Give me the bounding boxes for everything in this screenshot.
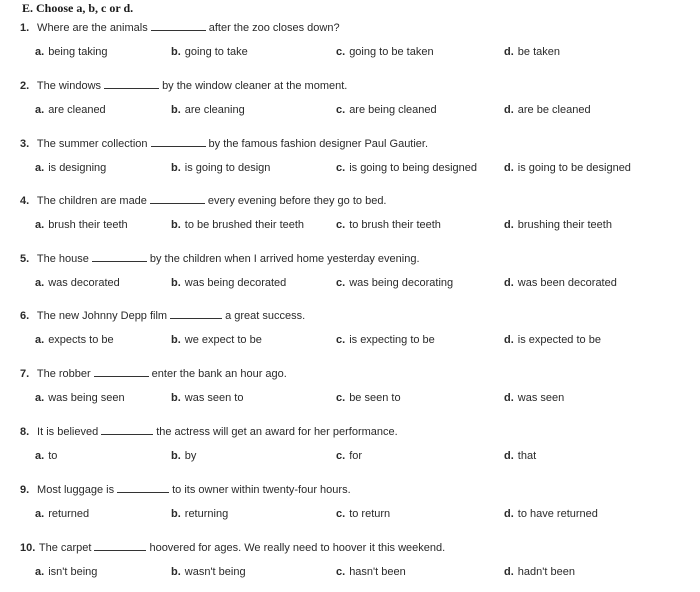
- option-text: is expecting to be: [349, 334, 435, 346]
- option-letter: b.: [171, 277, 181, 289]
- question-stem: [20, 366, 287, 380]
- question-4: [0, 193, 700, 245]
- option-letter: c.: [336, 219, 346, 231]
- option-a[interactable]: [35, 104, 106, 116]
- option-text: wasn't being: [184, 566, 246, 578]
- option-text: is going to be designed: [517, 162, 631, 174]
- answer-blank[interactable]: [101, 424, 153, 435]
- answer-blank[interactable]: [150, 193, 205, 204]
- option-a[interactable]: [35, 566, 97, 578]
- stem-text-after: by the famous fashion designer Paul Gautier.: [208, 138, 429, 150]
- option-letter: b.: [171, 566, 181, 578]
- option-letter: d.: [504, 162, 514, 174]
- question-stem: [20, 308, 305, 322]
- option-letter: c.: [336, 392, 346, 404]
- option-text: we expect to be: [184, 334, 262, 346]
- answer-blank[interactable]: [104, 78, 159, 89]
- option-text: going to take: [184, 46, 248, 58]
- option-letter: d.: [504, 277, 514, 289]
- question-stem: [20, 193, 387, 207]
- option-text: is going to being designed: [349, 162, 478, 174]
- answer-blank[interactable]: [92, 251, 147, 262]
- question-number: 3.: [20, 138, 30, 150]
- option-c[interactable]: [336, 450, 362, 462]
- option-a[interactable]: [35, 219, 128, 231]
- option-text: hasn't been: [349, 566, 406, 578]
- option-a[interactable]: [35, 508, 89, 520]
- option-text: by: [184, 450, 197, 462]
- option-letter: b.: [171, 104, 181, 116]
- question-number: 5.: [20, 253, 30, 265]
- option-letter: d.: [504, 450, 514, 462]
- option-c[interactable]: [336, 162, 477, 174]
- option-letter: a.: [35, 162, 45, 174]
- option-letter: c.: [336, 162, 346, 174]
- question-5: [0, 251, 700, 303]
- option-letter: a.: [35, 104, 45, 116]
- answer-blank[interactable]: [151, 20, 206, 31]
- option-letter: b.: [171, 392, 181, 404]
- option-text: was being seen: [48, 392, 125, 404]
- option-text: expects to be: [48, 334, 114, 346]
- option-letter: c.: [336, 334, 346, 346]
- option-letter: b.: [171, 450, 181, 462]
- option-text: was been decorated: [517, 277, 617, 289]
- stem-text-after: hoovered for ages. We really need to hoover it this weekend.: [149, 542, 446, 554]
- option-letter: b.: [171, 334, 181, 346]
- option-d[interactable]: [504, 392, 564, 404]
- option-letter: d.: [504, 508, 514, 520]
- stem-text-before: The new Johnny Depp film: [34, 310, 168, 322]
- stem-text-after: the actress will get an award for her performance.: [156, 426, 398, 438]
- option-text: are cleaned: [48, 104, 106, 116]
- option-a[interactable]: [35, 392, 125, 404]
- option-a[interactable]: [35, 46, 108, 58]
- option-letter: d.: [504, 104, 514, 116]
- option-d[interactable]: [504, 277, 617, 289]
- option-d[interactable]: [504, 162, 631, 174]
- option-text: was being decorated: [184, 277, 287, 289]
- option-text: to return: [349, 508, 391, 520]
- question-2: [0, 78, 700, 130]
- option-c[interactable]: [336, 277, 453, 289]
- option-letter: c.: [336, 450, 346, 462]
- option-b[interactable]: [171, 104, 245, 116]
- option-b[interactable]: [171, 392, 243, 404]
- question-3: [0, 136, 700, 188]
- option-text: returned: [48, 508, 90, 520]
- option-d[interactable]: [504, 104, 591, 116]
- option-d[interactable]: [504, 566, 575, 578]
- stem-text-before: The robber: [34, 368, 91, 380]
- option-text: that: [517, 450, 537, 462]
- stem-text-before: Most luggage is: [34, 484, 115, 496]
- question-6: [0, 308, 700, 360]
- option-text: brush their teeth: [48, 219, 128, 231]
- question-7: [0, 366, 700, 418]
- question-number: 6.: [20, 310, 30, 322]
- option-letter: a.: [35, 508, 45, 520]
- option-b[interactable]: [171, 219, 304, 231]
- option-letter: c.: [336, 277, 346, 289]
- option-text: was decorated: [48, 277, 120, 289]
- stem-text-after: by the window cleaner at the moment.: [162, 80, 348, 92]
- option-text: are cleaning: [184, 104, 245, 116]
- option-d[interactable]: [504, 508, 598, 520]
- option-text: was seen: [517, 392, 565, 404]
- option-letter: a.: [35, 46, 45, 58]
- option-a[interactable]: [35, 334, 114, 346]
- stem-text-before: The house: [34, 253, 89, 265]
- option-text: is expected to be: [517, 334, 601, 346]
- option-letter: c.: [336, 46, 346, 58]
- option-text: isn't being: [48, 566, 98, 578]
- option-d[interactable]: [504, 334, 601, 346]
- option-letter: d.: [504, 219, 514, 231]
- stem-text-before: The windows: [34, 80, 102, 92]
- option-letter: d.: [504, 566, 514, 578]
- option-letter: b.: [171, 219, 181, 231]
- option-c[interactable]: [336, 566, 406, 578]
- option-a[interactable]: [35, 277, 120, 289]
- option-c[interactable]: [336, 46, 434, 58]
- question-number: 1.: [20, 22, 30, 34]
- option-c[interactable]: [336, 508, 390, 520]
- answer-blank[interactable]: [94, 540, 146, 551]
- option-b[interactable]: [171, 46, 248, 58]
- option-letter: a.: [35, 277, 45, 289]
- option-a[interactable]: [35, 162, 106, 174]
- question-stem: [20, 251, 420, 265]
- option-d[interactable]: [504, 46, 560, 58]
- option-letter: c.: [336, 104, 346, 116]
- question-stem: [20, 136, 428, 150]
- option-letter: d.: [504, 392, 514, 404]
- option-b[interactable]: [171, 162, 270, 174]
- option-text: are be cleaned: [517, 104, 591, 116]
- option-letter: a.: [35, 219, 45, 231]
- option-letter: a.: [35, 392, 45, 404]
- option-b[interactable]: [171, 334, 262, 346]
- option-text: be taken: [517, 46, 560, 58]
- option-text: to be brushed their teeth: [184, 219, 305, 231]
- question-number: 2.: [20, 80, 30, 92]
- option-letter: b.: [171, 46, 181, 58]
- option-letter: c.: [336, 508, 346, 520]
- question-number: 7.: [20, 368, 30, 380]
- option-text: going to be taken: [349, 46, 434, 58]
- stem-text-before: The summer collection: [34, 138, 148, 150]
- option-text: be seen to: [349, 392, 401, 404]
- option-text: to have returned: [517, 508, 598, 520]
- option-letter: b.: [171, 162, 181, 174]
- option-letter: a.: [35, 566, 45, 578]
- question-stem: [20, 540, 445, 554]
- answer-blank[interactable]: [151, 136, 206, 147]
- stem-text-after: to its owner within twenty-four hours.: [172, 484, 351, 496]
- question-number: 8.: [20, 426, 30, 438]
- stem-text-after: by the children when I arrived home yesterday evening.: [149, 253, 420, 265]
- answer-blank[interactable]: [94, 366, 149, 377]
- answer-blank[interactable]: [170, 308, 222, 319]
- question-stem: [20, 78, 347, 92]
- option-text: for: [349, 450, 363, 462]
- option-c[interactable]: [336, 219, 441, 231]
- stem-text-before: Where are the animals: [34, 22, 148, 34]
- question-stem: [20, 482, 351, 496]
- option-text: being taking: [48, 46, 108, 58]
- option-text: is designing: [48, 162, 107, 174]
- question-10: [0, 540, 700, 592]
- option-b[interactable]: [171, 508, 228, 520]
- option-letter: d.: [504, 334, 514, 346]
- option-text: to brush their teeth: [349, 219, 441, 231]
- question-number: 10.: [20, 542, 36, 554]
- option-text: to: [48, 450, 58, 462]
- stem-text-after: after the zoo closes down?: [208, 22, 340, 34]
- stem-text-after: enter the bank an hour ago.: [151, 368, 287, 380]
- option-b[interactable]: [171, 277, 286, 289]
- option-c[interactable]: [336, 392, 401, 404]
- answer-blank[interactable]: [117, 482, 169, 493]
- option-c[interactable]: [336, 104, 437, 116]
- option-d[interactable]: [504, 219, 612, 231]
- question-stem: [20, 20, 340, 34]
- question-9: [0, 482, 700, 534]
- stem-text-after: every evening before they go to bed.: [207, 195, 387, 207]
- option-text: is going to design: [184, 162, 271, 174]
- question-number: 4.: [20, 195, 30, 207]
- option-c[interactable]: [336, 334, 435, 346]
- stem-text-before: It is believed: [34, 426, 99, 438]
- stem-text-after: a great success.: [225, 310, 306, 322]
- option-letter: c.: [336, 566, 346, 578]
- option-text: brushing their teeth: [517, 219, 612, 231]
- question-stem: [20, 424, 398, 438]
- exercise-heading: E. Choose a, b, c or d.: [22, 1, 134, 15]
- question-8: [0, 424, 700, 476]
- option-letter: a.: [35, 450, 45, 462]
- option-b[interactable]: [171, 566, 246, 578]
- option-text: was seen to: [184, 392, 244, 404]
- question-number: 9.: [20, 484, 30, 496]
- stem-text-before: The children are made: [34, 195, 147, 207]
- option-text: are being cleaned: [349, 104, 437, 116]
- option-a[interactable]: [35, 450, 57, 462]
- option-letter: b.: [171, 508, 181, 520]
- option-d[interactable]: [504, 450, 536, 462]
- option-letter: a.: [35, 334, 45, 346]
- option-b[interactable]: [171, 450, 196, 462]
- option-text: returning: [184, 508, 229, 520]
- question-1: [0, 20, 700, 72]
- option-text: was being decorating: [349, 277, 454, 289]
- stem-text-before: The carpet: [36, 542, 92, 554]
- option-text: hadn't been: [517, 566, 575, 578]
- option-letter: d.: [504, 46, 514, 58]
